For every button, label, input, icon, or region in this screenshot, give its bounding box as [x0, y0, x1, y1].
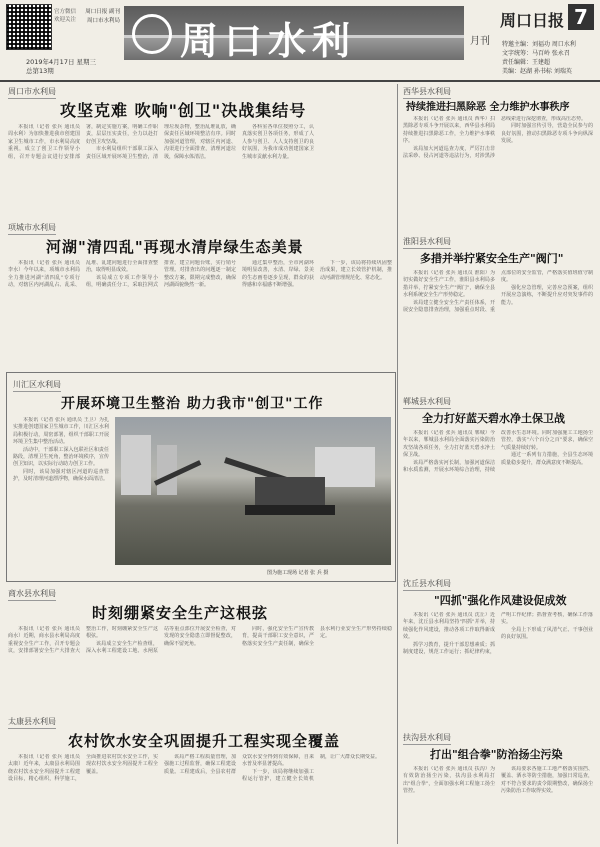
- paper-name: 周口日报: [500, 11, 565, 30]
- page-number: 7: [568, 4, 594, 30]
- section-label: 太康县水利局: [8, 716, 56, 729]
- article-body: 本报讯（记者 张兵 通讯员 淮阳）为切实做好安全生产工作，淮阳县水利局多措并举，拧紧安全生产"阀门"，确保全县水利系统安全生产形势稳定。 该局建立健全安全生产责任体系，开展安全隐患排查治理，加强重点时段、重点部位的安全监管，严格落实值班值守制度。 强化应急管理，完善应急预案，组织开展应急演练，不断提升应对突发事件的能力。: [403, 270, 593, 314]
- water-bureau-logo-icon: [132, 14, 172, 54]
- section-label: 项城市水利局: [8, 222, 56, 235]
- article-headline: 河湖"清四乱"再现水清岸绿生态美景: [46, 238, 304, 256]
- photo-caption: 图为施工现场 记者 张 兵 摄: [267, 570, 329, 576]
- boxed-article: [6, 372, 396, 582]
- article-headline: 多措并举拧紧安全生产"阀门": [420, 252, 564, 265]
- article-body: 本报讯（记者 张兵 通讯员 扶沟）为有效防治扬尘污染，扶沟县水利局打出"组合拳"，全面加强水利工程施工扬尘管控。 该局要求各施工工地严格落实围挡、覆盖、洒水等防尘措施，加强日常巡查，对不符合要求的责令限期整改，确保扬尘污染防治工作取得实效。: [403, 766, 593, 795]
- qr-code-icon: [6, 4, 52, 50]
- masthead-left-lines: 周口日报 副刊 周口市水利局: [85, 9, 120, 24]
- column-divider: [397, 84, 398, 844]
- construction-site-photo: [115, 417, 391, 565]
- article-body: 本报讯（记者 张兵 通讯员 西华）扫黑除恶专项斗争开展以来，西华县水利局持续推进扫黑除恶工作，全力维护水事秩序。 该局加大河道巡查力度，严厉打击非法采砂、侵占河道等违法行为，对涉黑涉恶线索进行深挖彻查，形成高压态势。 同时加强宣传引导，营造全民参与的良好氛围，推动扫黑除恶专项斗争向纵深发展。: [403, 116, 593, 160]
- article-headline: 攻坚克难 吹响"创卫"决战集结号: [60, 101, 307, 120]
- article-body: 本报讯（记者 张兵 通讯员 王卫）为扎实推进创建国家卫生城市工作，川汇区水利局积极行动，周密部署，组织干部职工开展环境卫生集中整治活动。 活动中，干部职工深入包联社区和责任路段，清理卫生死角，整治环境秩序，宣传创卫知识，以实际行动助力创卫工作。 同时，该局加强对辖区河道的巡查管护，及时清理河道漂浮物，确保水面清洁。: [13, 417, 109, 483]
- editors-credit: 特邀主编：刘福功 周口水利 文字统筹：马百岭 张永召 责任编辑：王建超 美编：赵湖 孙书标 刘瑞英: [502, 41, 576, 75]
- article-body: 本报讯（记者 张兵 通讯员 周水利）为加快推进我市创建国家卫生城市工作，市水利局高度重视，成立了创卫工作领导小组，召开专题会议进行安排部署，制定实施方案，明确工作职责，层层压实责任，全力以赴打好创卫攻坚战。 市水利局组织干部职工深入责任区域开展环境卫生整治，清理垃圾杂物，整治乱堆乱放，确保责任区域环境整洁有序。同时加强河道管理，对辖区内河道、沟渠进行全面排查，清理河道垃圾，保障水体清洁。 各科室各单位按照分工，认真落实创卫各项任务，形成了人人参与创卫、人人支持创卫的良好氛围，为我市成功创建国家卫生城市贡献水利力量。: [8, 124, 314, 160]
- masthead-title: 周口水利: [180, 19, 357, 60]
- excavator-track-shape: [245, 505, 335, 515]
- section-label: 商水县水利局: [8, 588, 56, 601]
- section-label: 沈丘县水利局: [403, 578, 451, 591]
- section-label: 扶沟县水利局: [403, 732, 451, 745]
- article-body: 本报讯（记者 张兵 通讯员 郸城）今年以来，郸城县水利局全面落实污染防治攻坚战各项任务，全力打好蓝天碧水净土保卫战。 该局严格落实河长制，加强河道保洁和水质监测，开展水环境综合治理，持续改善水生态环境。同时加强施工工地扬尘管控，落实"六个百分之百"要求，确保空气质量持续好转。 通过一系列有力措施，全县生态环境质量稳步提升，群众满意度不断提高。: [403, 430, 593, 474]
- masthead-banner: [124, 6, 464, 60]
- article-body: 本报讯（记者 张兵 通讯员 沈丘）近年来，沈丘县水利局坚持"四抓"并举，持续强化作风建设，推动各项工作取得新成效。 抓学习教育，提升干部思想素质；抓制度建设，规范工作运行；抓纪律约束，严明工作纪律；抓督查考核，确保工作落实。 全局上下形成了风清气正、干事创业的良好氛围。: [403, 612, 593, 656]
- article-body: 本报讯（记者 张兵 通讯员 李水）今年以来，项城市水利局全力推进河湖"清四乱"专项行动，对辖区内河湖乱占、乱采、乱堆、乱建问题进行全面排查整治，取得明显成效。 该局成立专项工作领导小组，明确责任分工，采取拉网式排查，建立问题台账，实行销号管理。对排查出的问题逐一制定整改方案，限期完成整改，确保河湖面貌焕然一新。 通过集中整治，全市河湖环境明显改善，水清、岸绿、景美的生态画卷逐步呈现，群众的获得感和幸福感不断增强。 下一步，该局将持续巩固整治成果，建立长效管护机制，推动河湖管理规范化、常态化。: [8, 260, 392, 289]
- article-headline: "四抓"强化作风建设促成效: [434, 594, 567, 607]
- article-headline: 持续推进扫黑除恶 全力维护水事秩序: [406, 102, 570, 113]
- article-headline: 全力打好蓝天碧水净土保卫战: [422, 412, 565, 425]
- article-headline: 时刻绷紧安全生产这根弦: [92, 604, 269, 622]
- excavator-body-shape: [255, 477, 325, 507]
- masthead-title-tag: 月刊: [470, 36, 490, 47]
- article-headline: 开展环境卫生整治 助力我市"创卫"工作: [61, 396, 324, 412]
- qr-caption: 官方微信 欢迎关注: [54, 9, 77, 23]
- section-label: 西华县水利局: [403, 86, 451, 99]
- building-shape: [121, 435, 151, 495]
- article-body: 本报讯（记者 张兵 通讯员 太康）近年来，太康县水利局围绕农村饮水安全巩固提升工程建设目标，精心组织，科学施工，全面推进农村饮水安全工作，实现农村饮水安全巩固提升工程全覆盖。 该局严格工程质量管理，加强施工过程监督，确保工程建设质量。工程建成后，全县农村群众饮水安全得到有效保障，自来水普及率显著提高。 下一步，该局将继续加强工程运行管护，建立健全长效机制，让广大群众长期受益。: [8, 754, 381, 783]
- section-label: 周口市水利局: [8, 86, 56, 99]
- article-headline: 农村饮水安全巩固提升工程实现全覆盖: [68, 732, 341, 750]
- article-body: 本报讯（记者 张兵 通讯员 商水）近期，商水县水利局高度重视安全生产工作，召开专题会议，安排部署安全生产大排查大整治工作，时刻绷紧安全生产这根弦。 该局成立安全生产检查组，深入水利工程建设工地、水闸泵站等重点部位开展安全检查，对发现的安全隐患立即督促整改，确保不留死角。 同时，强化安全生产宣传教育，提高干部职工安全意识，严格落实安全生产责任制，确保全县水利行业安全生产形势持续稳定。: [8, 626, 392, 655]
- masthead: [0, 0, 600, 82]
- section-label: 淮阳县水利局: [403, 236, 451, 249]
- section-label: 川汇区水利局: [13, 379, 61, 392]
- issue-info: 2019年4月17日 星期三 总第13期: [26, 58, 97, 75]
- section-label: 郸城县水利局: [403, 396, 451, 409]
- article-headline: 打出"组合拳"防治扬尘污染: [430, 748, 563, 761]
- building-shape: [157, 445, 177, 495]
